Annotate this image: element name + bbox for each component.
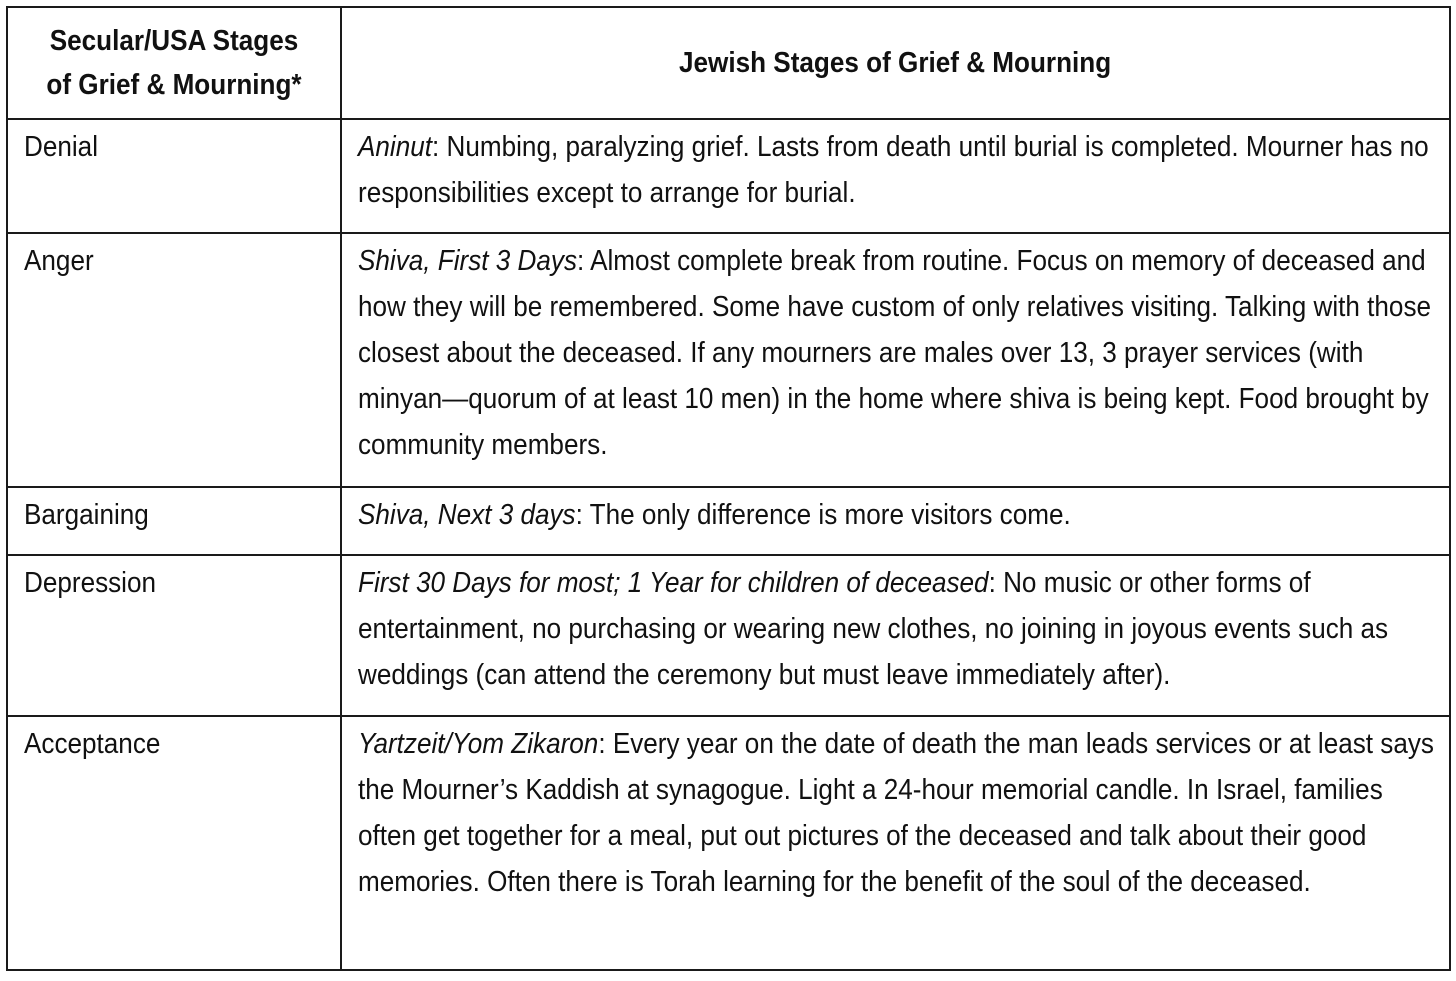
hebrew-term: Yartzeit/Yom Zikaron — [358, 728, 599, 760]
stage-cell — [7, 119, 341, 233]
description-cell — [341, 555, 1450, 716]
stage-name: Denial — [24, 131, 98, 163]
hebrew-term: Shiva, First 3 Days — [358, 245, 578, 277]
description-body: : Numbing, paralyzing grief. Lasts from death until burial is completed. Mourner has no responsibilities except to arrange for burial. — [358, 131, 1429, 209]
description-text — [358, 238, 1438, 468]
stage-name: Acceptance — [24, 728, 161, 760]
description-text — [358, 124, 1438, 216]
table-row — [7, 233, 1450, 487]
description-text — [358, 492, 1438, 538]
stage-name: Depression — [24, 567, 157, 599]
stage-name: Anger — [24, 245, 94, 277]
table-row — [7, 716, 1450, 970]
stage-cell — [7, 716, 341, 970]
table-row — [7, 555, 1450, 716]
stage-cell — [7, 555, 341, 716]
hebrew-term: Aninut — [358, 131, 433, 163]
grief-stages-table — [6, 6, 1451, 971]
description-text — [358, 560, 1438, 698]
header-secular-stages — [7, 7, 341, 119]
header-jewish-label: Jewish Stages of Grief & Mourning — [679, 47, 1112, 79]
header-jewish-stages — [341, 7, 1450, 119]
table-header — [7, 7, 1450, 119]
stage-cell — [7, 487, 341, 555]
description-text — [358, 721, 1438, 905]
hebrew-term: Shiva, Next 3 days — [358, 499, 576, 531]
header-row — [7, 7, 1450, 119]
hebrew-term: First 30 Days for most; 1 Year for children of deceased — [358, 567, 989, 599]
description-body: : No music or other forms of entertainment, no purchasing or wearing new clothes, no joining in joyous events such as weddings (can attend the ceremony but must leave immediately after). — [358, 567, 1389, 691]
table-row — [7, 487, 1450, 555]
table-row — [7, 119, 1450, 233]
header-secular-label: Secular/USA Stages of Grief & Mourning* — [46, 25, 302, 101]
description-body: : Every year on the date of death the man leads services or at least says the Mourner’s Kaddish at synagogue. Light a 24-hour memorial candle. In Israel, families often get together for a meal, put out pictures of the deceased and talk about their good memories. Often there is Torah learning for the benefit of the soul of the deceased. — [358, 728, 1434, 898]
table-body — [7, 119, 1450, 970]
description-cell — [341, 487, 1450, 555]
description-cell — [341, 119, 1450, 233]
description-body: : Almost complete break from routine. Focus on memory of deceased and how they will be remembered. Some have custom of only relatives visiting. Talking with those closest about the deceased. If any mourners are males over 13, 3 prayer services (with minyan—quorum of at least 10 men) in the home where shiva is being kept. Food brought by community members. — [358, 245, 1432, 461]
description-body: : The only difference is more visitors come. — [575, 499, 1071, 531]
description-cell — [341, 233, 1450, 487]
description-cell — [341, 716, 1450, 970]
stage-name: Bargaining — [24, 499, 149, 531]
stage-cell — [7, 233, 341, 487]
